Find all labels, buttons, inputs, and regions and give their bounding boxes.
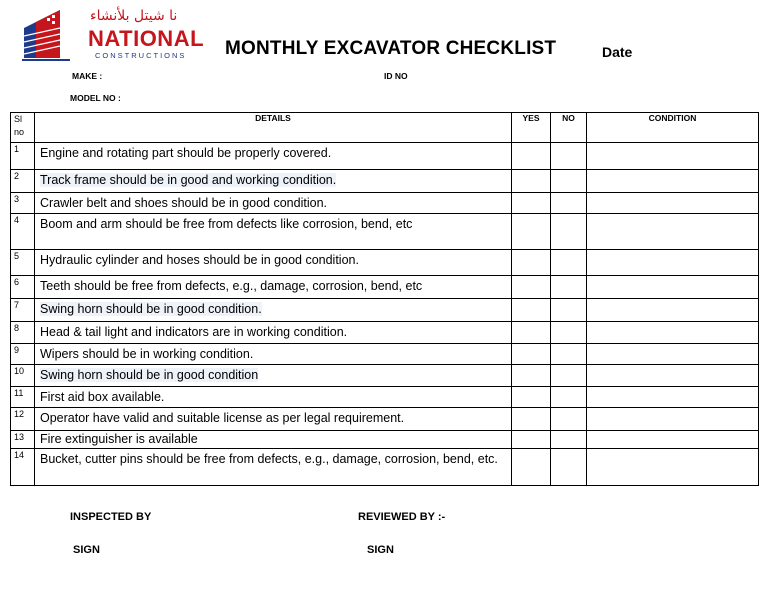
row-detail: Bucket, cutter pins should be free from defects, e.g., damage, corrosion, bend, etc. bbox=[35, 449, 512, 486]
header-yes: YES bbox=[512, 113, 551, 143]
row-detail: Operator have valid and suitable license as per legal requirement. bbox=[35, 408, 512, 431]
row-sl: 14 bbox=[11, 449, 35, 486]
inspected-by-label: INSPECTED BY bbox=[70, 511, 152, 523]
table-row bbox=[11, 193, 759, 214]
condition-cell[interactable] bbox=[587, 408, 759, 431]
yes-cell[interactable] bbox=[512, 449, 551, 486]
row-sl: 2 bbox=[11, 170, 35, 193]
no-cell[interactable] bbox=[551, 193, 587, 214]
no-cell[interactable] bbox=[551, 449, 587, 486]
yes-cell[interactable] bbox=[512, 431, 551, 449]
table-row bbox=[11, 387, 759, 408]
row-sl: 12 bbox=[11, 408, 35, 431]
no-cell[interactable] bbox=[551, 387, 587, 408]
table-header-row bbox=[11, 113, 759, 143]
condition-cell[interactable] bbox=[587, 193, 759, 214]
table-row bbox=[11, 214, 759, 250]
row-detail: Crawler belt and shoes should be in good condition. bbox=[35, 193, 512, 214]
row-sl: 13 bbox=[11, 431, 35, 449]
row-detail: Swing horn should be in good condition. bbox=[35, 299, 512, 322]
row-detail: Fire extinguisher is available bbox=[35, 431, 512, 449]
condition-cell[interactable] bbox=[587, 344, 759, 365]
checklist-table bbox=[10, 112, 759, 486]
condition-cell[interactable] bbox=[587, 431, 759, 449]
logo-subtitle: CONSTRUCTIONS bbox=[95, 51, 187, 60]
row-detail: Teeth should be free from defects, e.g., damage, corrosion, bend, etc bbox=[35, 276, 512, 299]
table-row bbox=[11, 143, 759, 170]
condition-cell[interactable] bbox=[587, 170, 759, 193]
row-detail: Head & tail light and indicators are in working condition. bbox=[35, 322, 512, 344]
row-sl: 1 bbox=[11, 143, 35, 170]
yes-cell[interactable] bbox=[512, 322, 551, 344]
row-sl: 3 bbox=[11, 193, 35, 214]
table-row bbox=[11, 250, 759, 276]
date-label: Date bbox=[602, 44, 633, 60]
condition-cell[interactable] bbox=[587, 322, 759, 344]
id-no-label: ID NO bbox=[384, 71, 408, 81]
yes-cell[interactable] bbox=[512, 408, 551, 431]
logo-arabic-text: نا شيتل بلأنشاء bbox=[90, 8, 178, 24]
condition-cell[interactable] bbox=[587, 299, 759, 322]
yes-cell[interactable] bbox=[512, 250, 551, 276]
header-no: NO bbox=[551, 113, 587, 143]
yes-cell[interactable] bbox=[512, 170, 551, 193]
row-detail: Hydraulic cylinder and hoses should be in good condition. bbox=[35, 250, 512, 276]
row-detail: Boom and arm should be free from defects like corrosion, bend, etc bbox=[35, 214, 512, 250]
sign-left-label: SIGN bbox=[73, 544, 100, 556]
yes-cell[interactable] bbox=[512, 344, 551, 365]
no-cell[interactable] bbox=[551, 344, 587, 365]
yes-cell[interactable] bbox=[512, 387, 551, 408]
yes-cell[interactable] bbox=[512, 365, 551, 387]
row-detail: Wipers should be in working condition. bbox=[35, 344, 512, 365]
row-sl: 5 bbox=[11, 250, 35, 276]
table-row bbox=[11, 431, 759, 449]
sign-right-label: SIGN bbox=[367, 544, 394, 556]
row-detail: Engine and rotating part should be properly covered. bbox=[35, 143, 512, 170]
condition-cell[interactable] bbox=[587, 365, 759, 387]
condition-cell[interactable] bbox=[587, 276, 759, 299]
condition-cell[interactable] bbox=[587, 250, 759, 276]
yes-cell[interactable] bbox=[512, 276, 551, 299]
table-row bbox=[11, 344, 759, 365]
yes-cell[interactable] bbox=[512, 193, 551, 214]
no-cell[interactable] bbox=[551, 408, 587, 431]
no-cell[interactable] bbox=[551, 143, 587, 170]
no-cell[interactable] bbox=[551, 250, 587, 276]
table-row bbox=[11, 365, 759, 387]
condition-cell[interactable] bbox=[587, 449, 759, 486]
no-cell[interactable] bbox=[551, 299, 587, 322]
yes-cell[interactable] bbox=[512, 143, 551, 170]
row-sl: 8 bbox=[11, 322, 35, 344]
row-sl: 11 bbox=[11, 387, 35, 408]
table-row bbox=[11, 276, 759, 299]
row-detail: Track frame should be in good and working condition. bbox=[35, 170, 512, 193]
no-cell[interactable] bbox=[551, 431, 587, 449]
no-cell[interactable] bbox=[551, 322, 587, 344]
model-no-label: MODEL NO : bbox=[70, 93, 121, 103]
row-sl: 6 bbox=[11, 276, 35, 299]
table-row bbox=[11, 449, 759, 486]
reviewed-by-label: REVIEWED BY :- bbox=[358, 511, 446, 523]
no-cell[interactable] bbox=[551, 276, 587, 299]
row-detail: First aid box available. bbox=[35, 387, 512, 408]
make-label: MAKE : bbox=[72, 71, 103, 81]
company-logo bbox=[22, 6, 205, 64]
condition-cell[interactable] bbox=[587, 387, 759, 408]
condition-cell[interactable] bbox=[587, 214, 759, 250]
header-condition: CONDITION bbox=[587, 113, 759, 143]
no-cell[interactable] bbox=[551, 170, 587, 193]
page-title: MONTHLY EXCAVATOR CHECKLIST bbox=[225, 38, 557, 59]
table-row bbox=[11, 299, 759, 322]
row-detail: Swing horn should be in good condition bbox=[35, 365, 512, 387]
building-logo-icon bbox=[22, 6, 72, 64]
condition-cell[interactable] bbox=[587, 143, 759, 170]
header-details: DETAILS bbox=[35, 113, 512, 143]
table-row bbox=[11, 170, 759, 193]
row-sl: 7 bbox=[11, 299, 35, 322]
row-sl: 4 bbox=[11, 214, 35, 250]
no-cell[interactable] bbox=[551, 214, 587, 250]
logo-brand-name: NATIONAL bbox=[88, 26, 205, 51]
row-sl: 10 bbox=[11, 365, 35, 387]
yes-cell[interactable] bbox=[512, 299, 551, 322]
table-row bbox=[11, 322, 759, 344]
yes-cell[interactable] bbox=[512, 214, 551, 250]
table-row bbox=[11, 408, 759, 431]
no-cell[interactable] bbox=[551, 365, 587, 387]
row-sl: 9 bbox=[11, 344, 35, 365]
header-sl-no: Sl no bbox=[11, 113, 35, 143]
